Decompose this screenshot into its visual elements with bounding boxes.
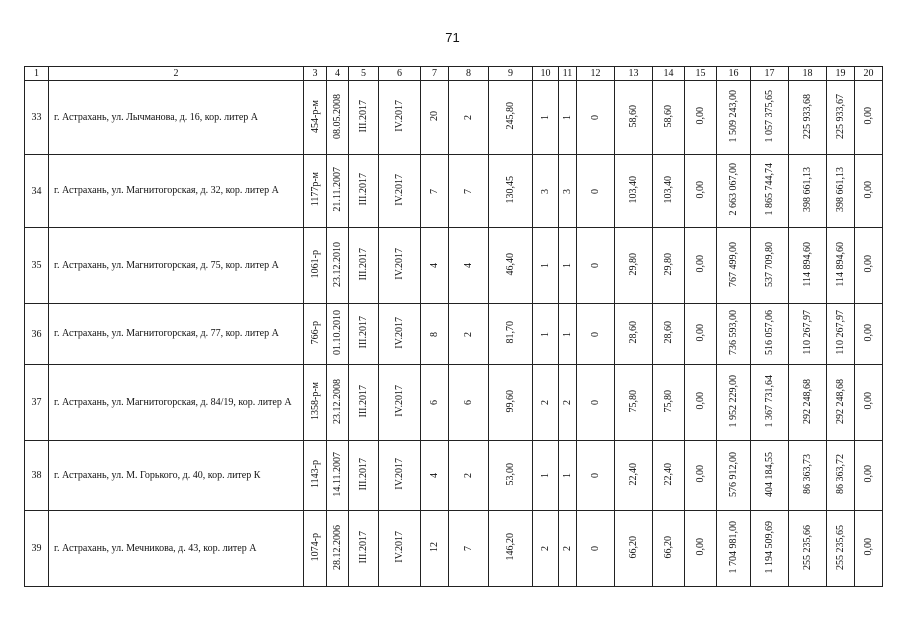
cell-col-12 (577, 155, 615, 228)
cell-col-14 (653, 365, 685, 441)
cell-text: IV.2017 (394, 173, 405, 206)
cell-col-16 (717, 228, 751, 304)
table-row (25, 228, 883, 304)
cell-col-11 (559, 511, 577, 587)
cell-col-10 (533, 228, 559, 304)
cell-col-12 (577, 365, 615, 441)
cell-col-18 (789, 304, 827, 365)
cell-text: 6 (429, 400, 440, 405)
cell-col-9 (489, 304, 533, 365)
cell-text: 0 (590, 263, 601, 268)
cell-text: 0,00 (695, 323, 706, 342)
cell-text: 2 (562, 546, 573, 551)
cell-col-11 (559, 441, 577, 511)
cell-col-1: 37 (25, 365, 49, 441)
cell-col-10 (533, 81, 559, 155)
cell-text: 23.12.2010 (332, 241, 343, 287)
cell-text: III.2017 (358, 316, 369, 349)
cell-text: 21.11.2007 (332, 167, 343, 212)
column-header-12: 12 (577, 67, 615, 81)
cell-text: IV.2017 (394, 458, 405, 490)
cell-col-8 (449, 228, 489, 304)
cell-col-9 (489, 365, 533, 441)
cell-col-19 (827, 441, 855, 511)
cell-text: 86 363,72 (835, 454, 846, 494)
cell-col-14 (653, 155, 685, 228)
cell-col-7 (421, 511, 449, 587)
cell-text: IV.2017 (394, 100, 405, 132)
cell-text: 53,00 (505, 462, 516, 486)
cell-text: 0,00 (863, 255, 874, 273)
cell-text: 454-р-м (309, 99, 321, 133)
cell-text: 0,00 (695, 538, 706, 556)
cell-col-1: 36 (25, 304, 49, 365)
cell-text: 08.05.2008 (332, 93, 343, 139)
cell-col-13 (615, 365, 653, 441)
cell-col-6 (379, 304, 421, 365)
cell-text: 1 (562, 473, 573, 478)
cell-text: 58,60 (663, 104, 674, 128)
cell-text: 0,00 (863, 180, 874, 199)
cell-col-20 (855, 228, 883, 304)
cell-col-12 (577, 304, 615, 365)
cell-text: 1 952 229,00 (728, 374, 739, 428)
cell-text: 110 267,97 (802, 310, 813, 355)
cell-col-15 (685, 365, 717, 441)
cell-text: 2 (463, 115, 474, 120)
cell-text: 766-р (309, 320, 321, 345)
cell-text: IV.2017 (394, 248, 405, 280)
cell-text: 1 057 375,65 (764, 89, 775, 143)
cell-col-11 (559, 81, 577, 155)
cell-text: 22,40 (663, 462, 674, 486)
cell-col-8 (449, 304, 489, 365)
cell-col-6 (379, 511, 421, 587)
cell-text: 1 (562, 331, 573, 337)
cell-col-15 (685, 304, 717, 365)
cell-col-15 (685, 155, 717, 228)
cell-text: 4 (463, 263, 474, 268)
cell-col-6 (379, 81, 421, 155)
cell-text: 1 704 981,00 (728, 520, 739, 574)
cell-col-16 (717, 304, 751, 365)
cell-col-18 (789, 365, 827, 441)
cell-col-7 (421, 304, 449, 365)
cell-col-5 (349, 511, 379, 587)
table-row (25, 511, 883, 587)
cell-col-6 (379, 228, 421, 304)
cell-col-20 (855, 511, 883, 587)
cell-col-15 (685, 441, 717, 511)
cell-col-3 (304, 511, 327, 587)
cell-col-9 (489, 511, 533, 587)
cell-col-3 (304, 81, 327, 155)
cell-col-20 (855, 441, 883, 511)
cell-text: 0 (590, 400, 601, 405)
page-number: 71 (445, 30, 460, 45)
cell-col-8 (449, 511, 489, 587)
cell-col-7 (421, 155, 449, 228)
cell-col-16 (717, 365, 751, 441)
cell-col-17 (751, 304, 789, 365)
cell-col-19 (827, 511, 855, 587)
cell-text: 1061-р (309, 249, 321, 279)
cell-text: 516 057,06 (764, 310, 775, 355)
cell-text: 81,70 (505, 321, 516, 344)
column-header-15: 15 (685, 67, 717, 81)
table-row (25, 155, 883, 228)
cell-text: 1358-р-м (309, 382, 321, 420)
cell-text: 0 (590, 546, 601, 551)
cell-text: 103,40 (628, 175, 639, 204)
cell-text: 1177р-м (309, 172, 321, 207)
cell-text: 46,40 (505, 252, 516, 276)
cell-col-17 (751, 228, 789, 304)
cell-text: 0,00 (863, 107, 874, 125)
cell-col-14 (653, 81, 685, 155)
cell-col-1: 35 (25, 228, 49, 304)
cell-text: 1 (540, 331, 551, 337)
cell-col-4 (327, 81, 349, 155)
column-header-11: 11 (559, 67, 577, 81)
cell-col-14 (653, 511, 685, 587)
table-row (25, 304, 883, 365)
cell-col-17 (751, 81, 789, 155)
cell-col-19 (827, 155, 855, 228)
cell-text: 7 (429, 188, 440, 194)
cell-col-10 (533, 511, 559, 587)
cell-text: 0,00 (863, 323, 874, 342)
column-number-row (25, 67, 883, 81)
cell-text: 0,00 (695, 180, 706, 199)
cell-text: 0,00 (863, 465, 874, 483)
cell-text: III.2017 (358, 384, 369, 418)
cell-col-4 (327, 155, 349, 228)
table-row (25, 365, 883, 441)
cell-text: 255 235,65 (835, 524, 846, 570)
cell-col-16 (717, 441, 751, 511)
cell-text: 4 (429, 473, 440, 478)
cell-text: 292 248,68 (835, 378, 846, 424)
cell-col-13 (615, 228, 653, 304)
cell-text: 114 894,60 (835, 241, 846, 287)
cell-col-6 (379, 155, 421, 228)
cell-text: 12 (429, 542, 440, 552)
cell-col-6 (379, 441, 421, 511)
cell-text: 255 235,66 (802, 524, 813, 570)
column-header-14: 14 (653, 67, 685, 81)
cell-col-8 (449, 81, 489, 155)
cell-text: 0,00 (863, 538, 874, 556)
cell-col-11 (559, 155, 577, 228)
cell-text: III.2017 (358, 99, 369, 133)
cell-col-3 (304, 441, 327, 511)
cell-col-18 (789, 228, 827, 304)
cell-col-4 (327, 228, 349, 304)
cell-col-8 (449, 155, 489, 228)
cell-text: 1 (540, 473, 551, 478)
column-header-13: 13 (615, 67, 653, 81)
cell-text: 398 661,13 (802, 167, 813, 212)
cell-col-20 (855, 155, 883, 228)
cell-text: 2 (463, 473, 474, 478)
cell-col-2: г. Астрахань, ул. Лычманова, д. 16, кор. литер А (49, 81, 304, 155)
cell-text: 225 933,68 (802, 93, 813, 139)
cell-text: 1 865 744,74 (764, 163, 775, 216)
cell-text: 75,80 (628, 389, 639, 413)
cell-text: 66,20 (663, 535, 674, 559)
column-header-9: 9 (489, 67, 533, 81)
cell-col-3 (304, 365, 327, 441)
cell-text: 7 (463, 546, 474, 551)
cell-text: 146,20 (505, 533, 516, 561)
cell-col-16 (717, 81, 751, 155)
cell-col-2: г. Астрахань, ул. Магнитогорская, д. 75, кор. литер А (49, 228, 304, 304)
cell-text: IV.2017 (394, 316, 405, 349)
cell-col-7 (421, 365, 449, 441)
cell-col-19 (827, 304, 855, 365)
cell-text: 3 (562, 188, 573, 194)
cell-text: 7 (463, 188, 474, 194)
cell-text: 75,80 (663, 389, 674, 413)
column-header-1: 1 (25, 67, 49, 81)
cell-text: 28,60 (628, 321, 639, 344)
cell-col-2: г. Астрахань, ул. Магнитогорская, д. 77, кор. литер А (49, 304, 304, 365)
column-header-18: 18 (789, 67, 827, 81)
cell-col-1: 38 (25, 441, 49, 511)
cell-text: 110 267,97 (835, 310, 846, 355)
cell-col-5 (349, 228, 379, 304)
cell-text: 01.10.2010 (332, 310, 343, 355)
cell-col-3 (304, 155, 327, 228)
cell-text: 6 (463, 400, 474, 405)
cell-col-5 (349, 441, 379, 511)
cell-col-13 (615, 155, 653, 228)
cell-text: 0 (590, 331, 601, 337)
column-header-19: 19 (827, 67, 855, 81)
cell-text: 225 933,67 (835, 93, 846, 139)
cell-text: 2 (540, 400, 551, 405)
cell-col-15 (685, 81, 717, 155)
cell-text: 245,80 (505, 102, 516, 130)
cell-col-10 (533, 304, 559, 365)
cell-text: 0,00 (695, 107, 706, 125)
cell-col-15 (685, 511, 717, 587)
cell-col-17 (751, 441, 789, 511)
cell-text: 0 (590, 188, 601, 194)
cell-text: 537 709,80 (764, 241, 775, 287)
cell-text: 1143-р (309, 460, 321, 488)
cell-col-7 (421, 81, 449, 155)
cell-col-10 (533, 365, 559, 441)
column-header-10: 10 (533, 67, 559, 81)
cell-text: 1 (562, 263, 573, 268)
cell-text: 2 (463, 331, 474, 337)
cell-text: 576 912,00 (728, 451, 739, 497)
column-header-6: 6 (379, 67, 421, 81)
table-row (25, 81, 883, 155)
cell-col-15 (685, 228, 717, 304)
cell-col-13 (615, 441, 653, 511)
cell-col-3 (304, 304, 327, 365)
cell-col-3 (304, 228, 327, 304)
cell-col-17 (751, 511, 789, 587)
column-header-3: 3 (304, 67, 327, 81)
cell-col-12 (577, 228, 615, 304)
cell-col-16 (717, 511, 751, 587)
cell-col-2: г. Астрахань, ул. Магнитогорская, д. 32, кор. литер А (49, 155, 304, 228)
cell-col-17 (751, 155, 789, 228)
cell-col-20 (855, 81, 883, 155)
cell-col-2: г. Астрахань, ул. М. Горького, д. 40, кор. литер К (49, 441, 304, 511)
data-table (24, 66, 883, 587)
cell-col-13 (615, 511, 653, 587)
cell-text: 29,80 (663, 252, 674, 276)
cell-text: 404 184,55 (764, 451, 775, 497)
cell-col-5 (349, 155, 379, 228)
cell-col-4 (327, 304, 349, 365)
cell-text: 114 894,60 (802, 241, 813, 287)
cell-col-9 (489, 441, 533, 511)
cell-text: 736 593,00 (728, 310, 739, 355)
cell-col-12 (577, 441, 615, 511)
cell-text: 1 (562, 115, 573, 120)
cell-text: 29,80 (628, 252, 639, 276)
cell-text: 292 248,68 (802, 378, 813, 424)
cell-col-5 (349, 81, 379, 155)
column-header-17: 17 (751, 67, 789, 81)
cell-col-13 (615, 304, 653, 365)
column-header-2: 2 (49, 67, 304, 81)
cell-col-11 (559, 304, 577, 365)
column-header-4: 4 (327, 67, 349, 81)
cell-text: 1 (540, 263, 551, 268)
cell-col-4 (327, 511, 349, 587)
cell-col-12 (577, 511, 615, 587)
cell-col-12 (577, 81, 615, 155)
cell-text: 23.12.2008 (332, 378, 343, 424)
cell-text: III.2017 (358, 457, 369, 491)
cell-col-9 (489, 155, 533, 228)
cell-text: 1 (540, 115, 551, 120)
cell-text: 0,00 (863, 392, 874, 410)
cell-text: 1 509 243,00 (728, 89, 739, 143)
cell-col-5 (349, 304, 379, 365)
cell-text: 103,40 (663, 175, 674, 204)
cell-col-18 (789, 511, 827, 587)
cell-text: 66,20 (628, 535, 639, 559)
cell-text: III.2017 (358, 530, 369, 564)
cell-text: 130,45 (505, 175, 516, 204)
cell-col-17 (751, 365, 789, 441)
cell-col-18 (789, 441, 827, 511)
cell-col-7 (421, 228, 449, 304)
cell-text: 398 661,13 (835, 167, 846, 212)
cell-text: 2 (540, 546, 551, 551)
cell-col-4 (327, 441, 349, 511)
cell-text: III.2017 (358, 173, 369, 206)
cell-text: 1 367 731,64 (764, 374, 775, 428)
cell-text: 14.11.2007 (332, 451, 343, 497)
cell-col-10 (533, 441, 559, 511)
cell-text: 3 (540, 188, 551, 194)
cell-col-14 (653, 441, 685, 511)
cell-col-1: 34 (25, 155, 49, 228)
column-header-8: 8 (449, 67, 489, 81)
cell-text: 22,40 (628, 462, 639, 486)
cell-text: III.2017 (358, 247, 369, 281)
cell-col-14 (653, 228, 685, 304)
cell-col-9 (489, 81, 533, 155)
cell-col-8 (449, 365, 489, 441)
column-header-5: 5 (349, 67, 379, 81)
cell-col-20 (855, 304, 883, 365)
column-header-7: 7 (421, 67, 449, 81)
cell-text: 28,60 (663, 321, 674, 344)
cell-text: 20 (429, 111, 440, 121)
cell-col-19 (827, 81, 855, 155)
cell-text: 2 (562, 400, 573, 405)
column-header-16: 16 (717, 67, 751, 81)
cell-text: 0 (590, 473, 601, 478)
cell-col-18 (789, 155, 827, 228)
cell-col-2: г. Астрахань, ул. Магнитогорская, д. 84/19, кор. литер А (49, 365, 304, 441)
cell-col-18 (789, 81, 827, 155)
cell-text: 86 363,73 (802, 454, 813, 494)
cell-text: 58,60 (628, 104, 639, 128)
cell-col-14 (653, 304, 685, 365)
column-header-20: 20 (855, 67, 883, 81)
cell-col-9 (489, 228, 533, 304)
cell-text: 0,00 (695, 255, 706, 273)
cell-col-7 (421, 441, 449, 511)
cell-text: 0,00 (695, 392, 706, 410)
cell-col-13 (615, 81, 653, 155)
cell-text: 0,00 (695, 465, 706, 483)
cell-text: 99,60 (505, 389, 516, 413)
cell-col-19 (827, 365, 855, 441)
cell-col-20 (855, 365, 883, 441)
cell-col-4 (327, 365, 349, 441)
cell-col-11 (559, 228, 577, 304)
cell-col-16 (717, 155, 751, 228)
cell-col-5 (349, 365, 379, 441)
cell-col-2: г. Астрахань, ул. Мечникова, д. 43, кор. литер А (49, 511, 304, 587)
cell-col-8 (449, 441, 489, 511)
cell-text: 1074-р (309, 532, 321, 562)
cell-col-1: 33 (25, 81, 49, 155)
cell-text: 4 (429, 263, 440, 268)
cell-col-6 (379, 365, 421, 441)
cell-text: 0 (590, 115, 601, 120)
cell-text: 28.12.2006 (332, 524, 343, 570)
cell-text: 1 194 509,69 (764, 520, 775, 574)
cell-text: 2 663 067,00 (728, 163, 739, 216)
cell-col-19 (827, 228, 855, 304)
cell-col-1: 39 (25, 511, 49, 587)
cell-text: IV.2017 (394, 531, 405, 563)
cell-col-10 (533, 155, 559, 228)
cell-text: IV.2017 (394, 385, 405, 417)
cell-text: 767 499,00 (728, 241, 739, 287)
table-row (25, 441, 883, 511)
cell-text: 8 (429, 331, 440, 337)
cell-col-11 (559, 365, 577, 441)
